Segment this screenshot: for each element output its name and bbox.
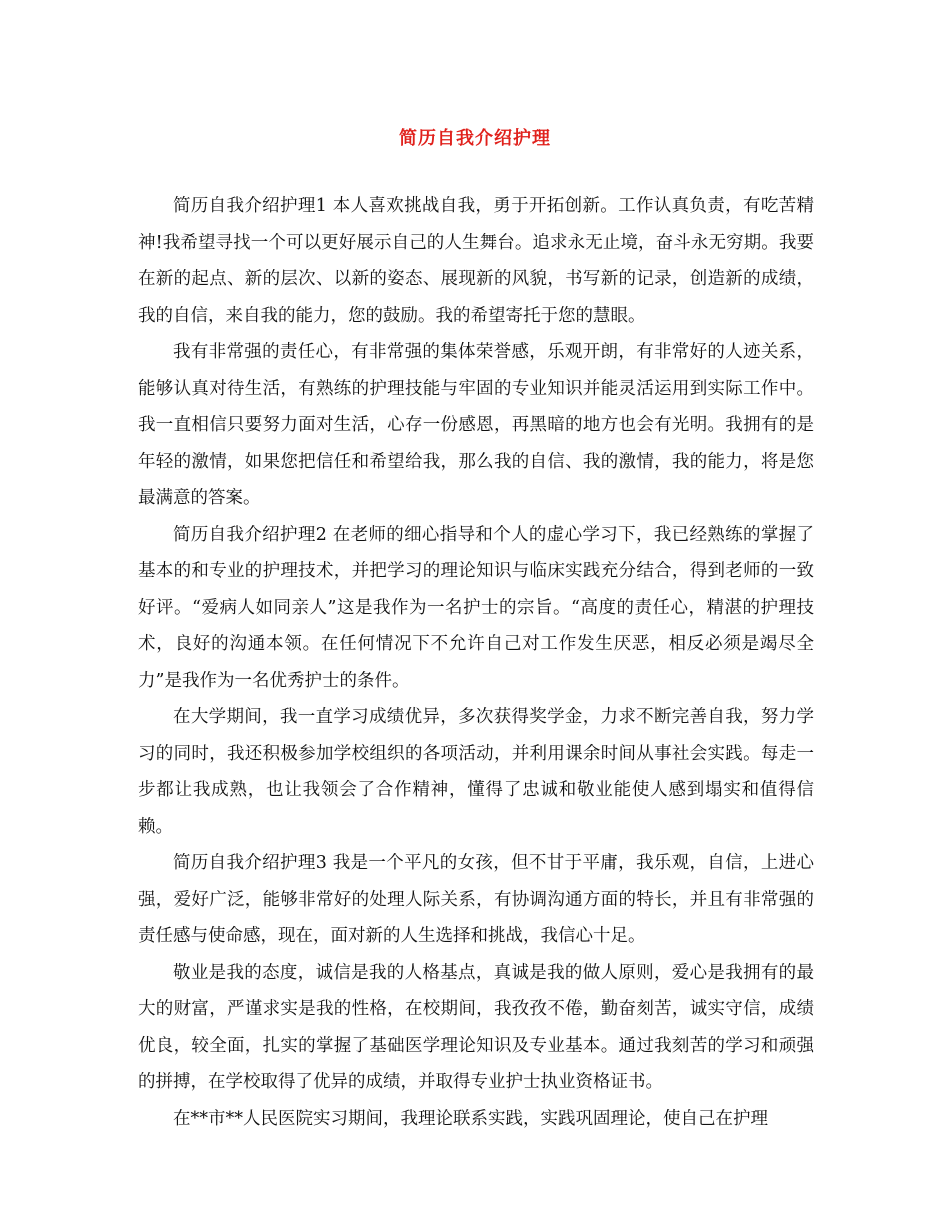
paragraph-6: 敬业是我的态度，诚信是我的人格基点，真诚是我的做人原则，爱心是我拥有的最大的财富，严谨求实是我的性格，在校期间，我孜孜不倦，勤奋刻苦，诚实守信，成绩优良，较全面，扎实的掌握了基础医学理论知识及专业基本。通过我刻苦的学习和顽强的拼搏，在学校取得了优异的成绩，并取得专业护士执业资格证书。 xyxy=(138,962,814,1092)
paragraph-5: 简历自我介绍护理3 我是一个平凡的女孩，但不甘于平庸，我乐观，自信，上进心强，爱好广泛，能够非常好的处理人际关系，有协调沟通方面的特长，并且有非常强的责任感与使命感，现在，面对新的人生选择和挑战，我信心十足。 xyxy=(138,853,814,946)
document-body xyxy=(138,188,814,1137)
paragraph-1: 简历自我介绍护理1 本人喜欢挑战自我，勇于开拓创新。工作认真负责，有吃苦精神!我希望寻找一个可以更好展示自己的人生舞台。追求永无止境，奋斗永无穷期。我要在新的起点、新的层次、以新的姿态、展现新的风貌，书写新的记录，创造新的成绩，我的自信，来自我的能力，您的鼓励。我的希望寄托于您的慧眼。 xyxy=(138,196,814,326)
paragraph-4: 在大学期间，我一直学习成绩优异，多次获得奖学金，力求不断完善自我，努力学习的同时，我还积极参加学校组织的各项活动，并利用课余时间从事社会实践。每走一步都让我成熟，也让我领会了合作精神，懂得了忠诚和敬业能使人感到塌实和值得信赖。 xyxy=(138,707,814,837)
paragraph-7: 在**市**人民医院实习期间，我理论联系实践，实践巩固理论，使自己在护理 xyxy=(173,1108,768,1129)
document-title: 简历自我介绍护理 xyxy=(399,128,551,149)
paragraph-2: 我有非常强的责任心，有非常强的集体荣誉感，乐观开朗，有非常好的人迹关系，能够认真对待生活，有熟练的护理技能与牢固的专业知识并能灵活运用到实际工作中。我一直相信只要努力面对生活，心存一份感恩，再黑暗的地方也会有光明。我拥有的是年轻的激情，如果您把信任和希望给我，那么我的自信、我的激情，我的能力，将是您最满意的答案。 xyxy=(138,342,814,508)
paragraph-3: 简历自我介绍护理2 在老师的细心指导和个人的虚心学习下，我已经熟练的掌握了基本的和专业的护理技术，并把学习的理论知识与临床实践充分结合，得到老师的一致好评。“爱病人如同亲人”这是我作为一名护士的宗旨。“高度的责任心，精湛的护理技术，良好的沟通本领。在任何情况下不允许自己对工作发生厌恶，相反必须是竭尽全力”是我作为一名优秀护士的条件。 xyxy=(138,524,814,691)
